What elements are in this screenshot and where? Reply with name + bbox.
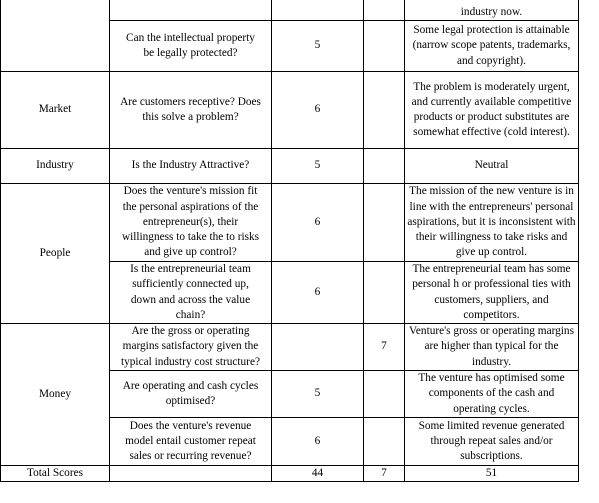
table-row — [1, 324, 579, 371]
total-label: Total Scores — [1, 466, 110, 482]
score-cell: 5 — [272, 21, 364, 72]
category-market: Market — [1, 72, 110, 149]
score-cell — [364, 418, 405, 466]
evaluation-text: Neutral — [405, 149, 579, 184]
criterion-question: Is the entrepreneurial team sufficiently connected up, down and across the value chain? — [110, 262, 272, 324]
criterion-question: Are operating and cash cycles optimised? — [110, 371, 272, 418]
evaluation-text: The mission of the new venture is in line with the entrepreneurs' personal aspirations, but it is inconsistent with their willingness to take risks and give up control. — [405, 184, 579, 262]
score-cell — [364, 72, 405, 149]
score-cell — [364, 0, 405, 21]
score-cell: 7 — [364, 324, 405, 371]
evaluation-text: The entrepreneurial team has some personal h or professional ties with customers, suppliers, and competitors. — [405, 262, 579, 324]
evaluation-text: Some legal protection is attainable (narrow scope patents, trademarks, and copyright). — [405, 21, 579, 72]
criterion-question: Does the venture's mission fit the personal aspirations of the entrepreneur(s), their willingness to take the to risks and give up control? — [110, 184, 272, 262]
score-cell: 6 — [272, 184, 364, 262]
criterion-question: Does the venture's revenue model entail customer repeat sales or recurring revenue? — [110, 418, 272, 466]
score-cell — [364, 149, 405, 184]
evaluation-text: Venture's gross or operating margins are higher than typical for the industry. — [405, 324, 579, 371]
score-cell — [272, 0, 364, 21]
total-score-sum: 51 — [405, 466, 579, 482]
total-row — [1, 466, 579, 482]
score-cell — [364, 21, 405, 72]
score-cell — [272, 324, 364, 371]
score-cell: 6 — [272, 72, 364, 149]
criterion-question — [110, 0, 272, 21]
table-row — [1, 184, 579, 262]
score-cell — [364, 262, 405, 324]
score-cell: 5 — [272, 149, 364, 184]
evaluation-text: The problem is moderately urgent, and currently available competitive products or product substitutes are somewhat effective (cold interest). — [405, 72, 579, 149]
evaluation-text: industry now. — [405, 0, 579, 21]
total-score-b: 7 — [364, 466, 405, 482]
score-cell: 6 — [272, 418, 364, 466]
criterion-question: Are the gross or operating margins satisfactory given the typical industry cost structure? — [110, 324, 272, 371]
table-row — [1, 0, 579, 21]
evaluation-text: The venture has optimised some components of the cash and operating cycles. — [405, 371, 579, 418]
category-industry: Industry — [1, 149, 110, 184]
evaluation-text: Some limited revenue generated through repeat sales and/or subscriptions. — [405, 418, 579, 466]
criterion-question: Can the intellectual property be legally protected? — [110, 21, 272, 72]
total-score-a: 44 — [272, 466, 364, 482]
criterion-question: Are customers receptive? Does this solve a problem? — [110, 72, 272, 149]
criterion-question: Is the Industry Attractive? — [110, 149, 272, 184]
score-cell — [364, 184, 405, 262]
table-row — [1, 149, 579, 184]
score-cell: 6 — [272, 262, 364, 324]
category-people: People — [1, 184, 110, 324]
score-cell — [364, 371, 405, 418]
total-question-cell — [110, 466, 272, 482]
category-money: Money — [1, 324, 110, 466]
table-row — [1, 72, 579, 149]
category-cell — [1, 0, 110, 72]
score-cell: 5 — [272, 371, 364, 418]
